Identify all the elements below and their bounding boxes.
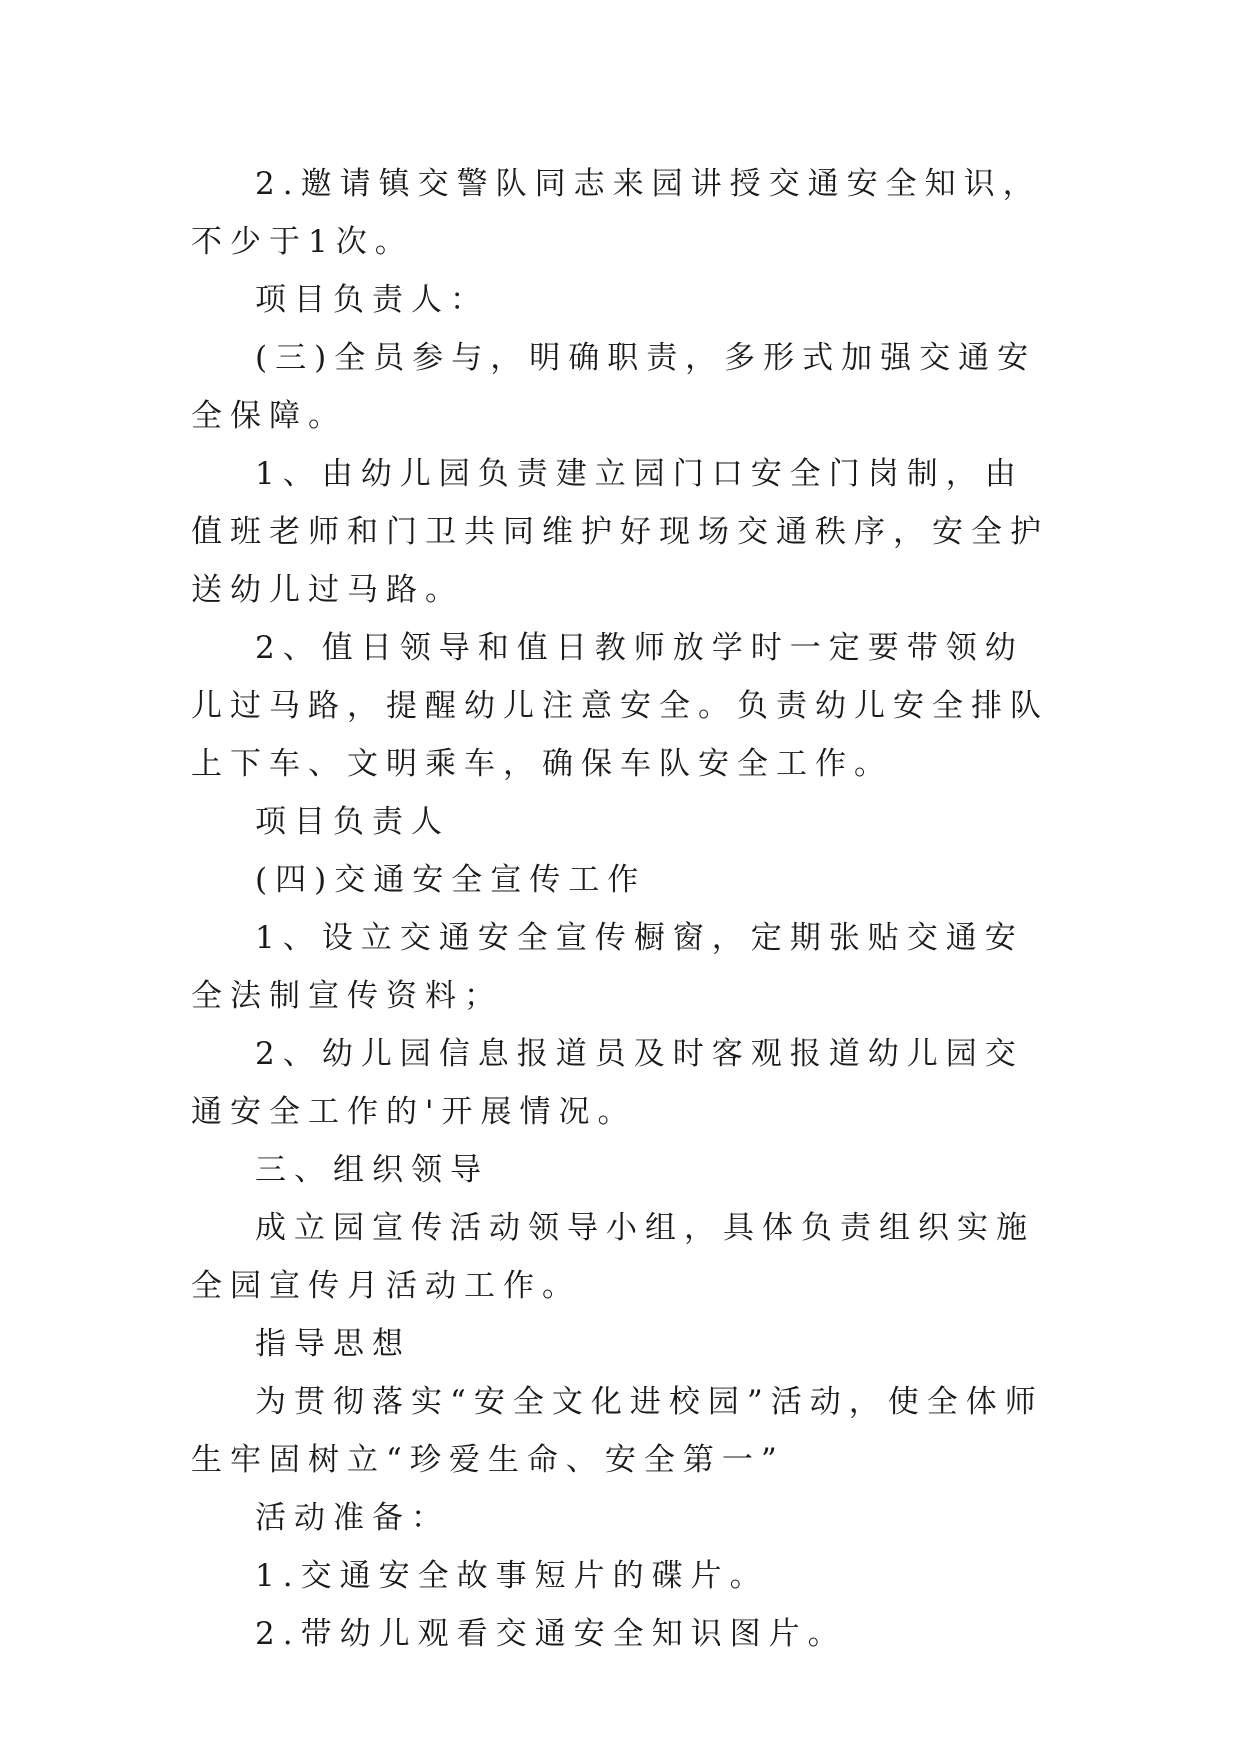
heading-preparation: 活动准备： xyxy=(255,1500,450,1536)
paragraph-leading-group: 成立园宣传活动领导小组，具体负责组织实施全园宣传月活动工作。 xyxy=(191,1210,1035,1304)
paragraph-reporter: 2、幼儿园信息报道员及时客观报道幼儿园交通安全工作的'开展情况。 xyxy=(191,1036,1024,1130)
paragraph-guiding-thought: 为贯彻落实“安全文化进校园”活动，使全体师生牢固树立“珍爱生命、安全第一” xyxy=(191,1384,1044,1478)
section-heading-4: (四)交通安全宣传工作 xyxy=(255,862,647,898)
paragraph-showcase: 1、设立交通安全宣传橱窗，定期张贴交通安全法制宣传资料； xyxy=(191,920,1024,1014)
paragraph-project-lead-2: 项目负责人 xyxy=(255,804,450,840)
paragraph-prep-1: 1.交通安全故事短片的碟片。 xyxy=(255,1558,769,1594)
paragraph-project-lead-1: 项目负责人： xyxy=(255,282,489,318)
paragraph-duty-leaders: 2、值日领导和值日教师放学时一定要带领幼儿过马路，提醒幼儿注意安全。负责幼儿安全排队上下车、文明乘车，确保车队安全工作。 xyxy=(191,630,1049,782)
heading-guiding-thought: 指导思想 xyxy=(255,1326,411,1362)
section-heading-3: (三)全员参与，明确职责，多形式加强交通安全保障。 xyxy=(191,340,1037,434)
document-body xyxy=(191,155,1061,1663)
paragraph-gate-duty: 1、由幼儿园负责建立园门口安全门岗制，由值班老师和门卫共同维护好现场交通秩序，安全护送幼儿过马路。 xyxy=(191,456,1049,608)
paragraph-invite-police: 2.邀请镇交警队同志来园讲授交通安全知识，不少于1次。 xyxy=(191,166,1042,260)
paragraph-prep-2: 2.带幼儿观看交通安全知识图片。 xyxy=(255,1616,847,1652)
heading-organization: 三、组织领导 xyxy=(255,1152,489,1188)
